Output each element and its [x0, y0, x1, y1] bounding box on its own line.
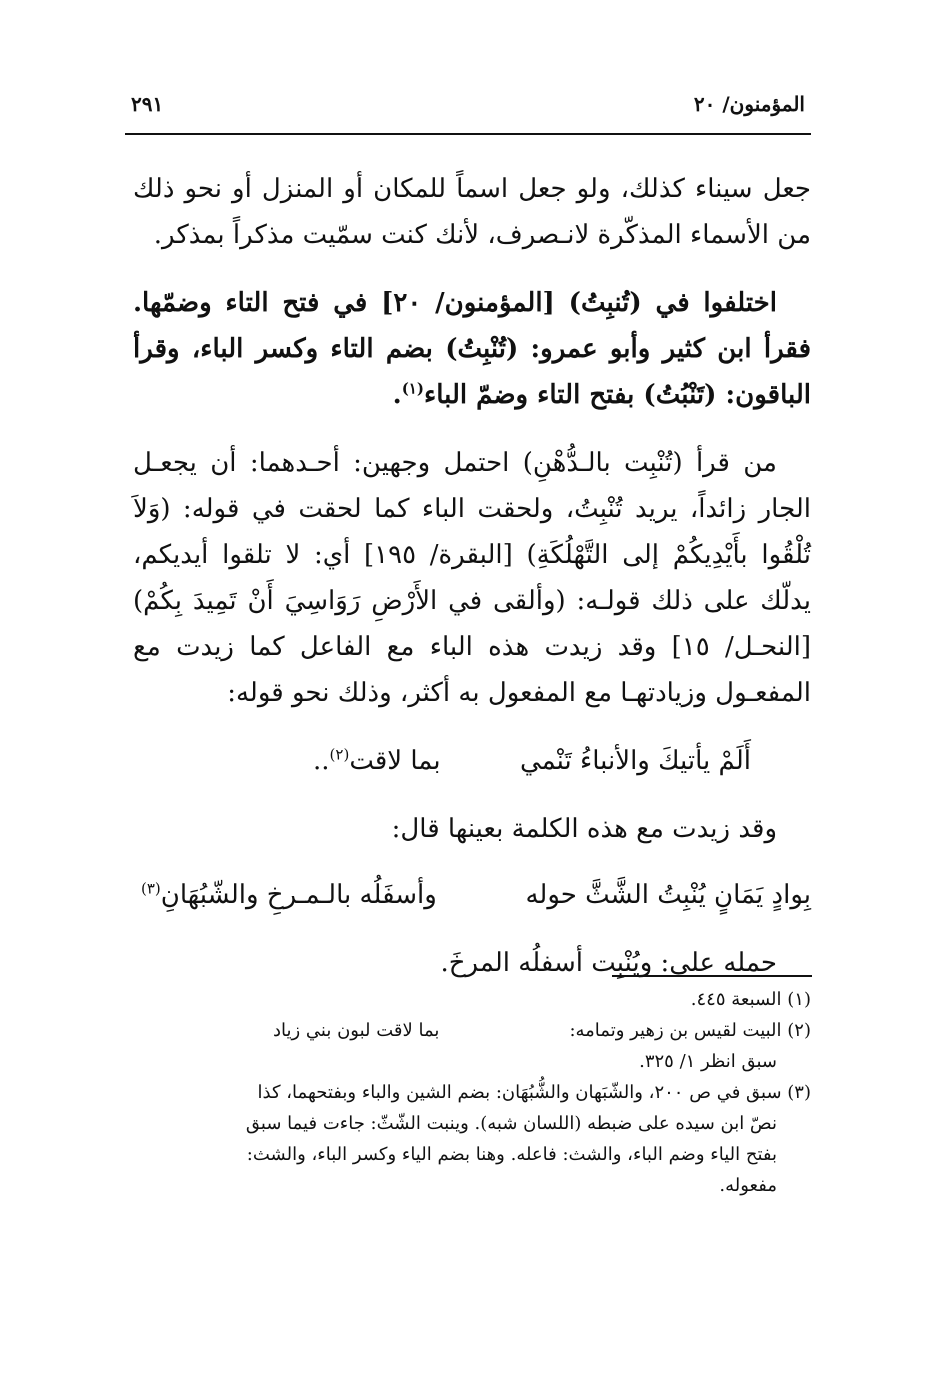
verse-2-first-hemistich: بِوادٍ يَمَانٍ يُنْبِتُ الشَّثَّ حوله [525, 880, 811, 910]
footnote-3-line-2: نصّ ابن سيده على ضبطه (اللسان شبه). وينبت الشّثّ: جاءت فيما سبق [245, 1113, 777, 1134]
footnote-2-text: (٢) البيت لقيس بن زهير وتمامه: [569, 1020, 811, 1041]
verse-1-first-hemistich: أَلَمْ يأتيكَ والأنباءُ تَنْمي [519, 746, 751, 776]
footnote-2-verse: بما لاقت لبون بني زياد [273, 1020, 440, 1041]
footnotes [133, 984, 811, 1201]
verse-2-second-hemistich [141, 872, 437, 918]
verse-1 [133, 738, 811, 784]
verse-1-second-hemistich [313, 738, 441, 784]
paragraph-1: جعل سيناء كذلك، ولو جعل اسماً للمكان أو المنزل أو نحو ذلك من الأسماء المذكّرة لانـصرف، لأنك كنت سمّيت مذكراً بمذكر. [133, 174, 811, 250]
intro-line: وقد زيدت مع هذه الكلمة بعينها قال: [391, 814, 777, 844]
footnote-ref-2: (٢) [329, 745, 350, 764]
footnote-ref-3: (٣) [141, 879, 161, 898]
footnote-3-line-1: (٣) سبق في ص ٢٠٠، والشّبَهان والشُّبُهَان: بضم الشين والباء وبفتحهما، كذا [257, 1082, 811, 1103]
footnote-3-line-3: بفتح الياء وضم الباء، والشث: فاعله. وهنا بضم الياء وكسر الباء، والشث: [246, 1144, 777, 1165]
main-text [133, 166, 811, 1006]
paragraph-2-end: . [392, 380, 402, 410]
footnote-ref-1: (١) [401, 379, 424, 398]
verse-2-second-text: وأسفَلُه بالـمـرخِ والشّبُهَانِ [160, 880, 437, 910]
footnote-rule [612, 975, 812, 977]
header-title: المؤمنون/ ٢٠ [693, 92, 805, 116]
verse-2 [133, 872, 811, 918]
verse-1-dots: .. [313, 746, 330, 776]
closing-line: حمله على: ويُنْبِت أسفلُه المرخَ. [440, 948, 777, 978]
verse-1-second-text: بما لاقت [349, 746, 441, 776]
footnote-3-line-4: مفعوله. [719, 1175, 777, 1196]
paragraph-3: من قرأ (تُنْبِت بالـدُّهْنِ) احتمل وجهين: أحـدهما: أن يجعـل الجار زائداً، يريد تُنْبِتُ، ولحقت الباء كما لحقت في قوله: (وَلاَ تُلْقُوا بأَيْدِيكُمْ إلى التَّهْلُكَةِ) [البقرة/ ١٩٥] أي: لا تلقوا أيديكم، يدلّك على ذلك قولـه: (وألقى في الأَرْضِ رَوَاسِيَ أَنْ تَمِيدَ بِكُمْ) [النحـل/ ١٥] وقد زيدت هذه الباء مع الفاعل كما زيدت مع المفعـول وزيادتهـا مع المفعول به أكثر، وذلك نحو قوله: [133, 448, 811, 708]
paragraph-2 [133, 280, 811, 418]
footnote-2-continuation: سبق انظر ١/ ٣٢٥. [639, 1051, 777, 1072]
header-rule [125, 133, 811, 135]
running-header [125, 92, 811, 132]
page-number: ٢٩١ [131, 92, 164, 116]
paragraph-2-text: اختلفوا في (تُنبِتُ) [المؤمنون/ ٢٠] في فتح التاء وضمّها. فقرأ ابن كثير وأبو عمرو: (تُنْبِتُ) بضم التاء وكسر الباء، وقرأ الباقون: (تَنْبُتُ) بفتح التاء وضمّ الباء [133, 288, 811, 410]
footnote-1: (١) السبعة ٤٤٥. [690, 989, 811, 1010]
footnote-2 [133, 1015, 811, 1046]
